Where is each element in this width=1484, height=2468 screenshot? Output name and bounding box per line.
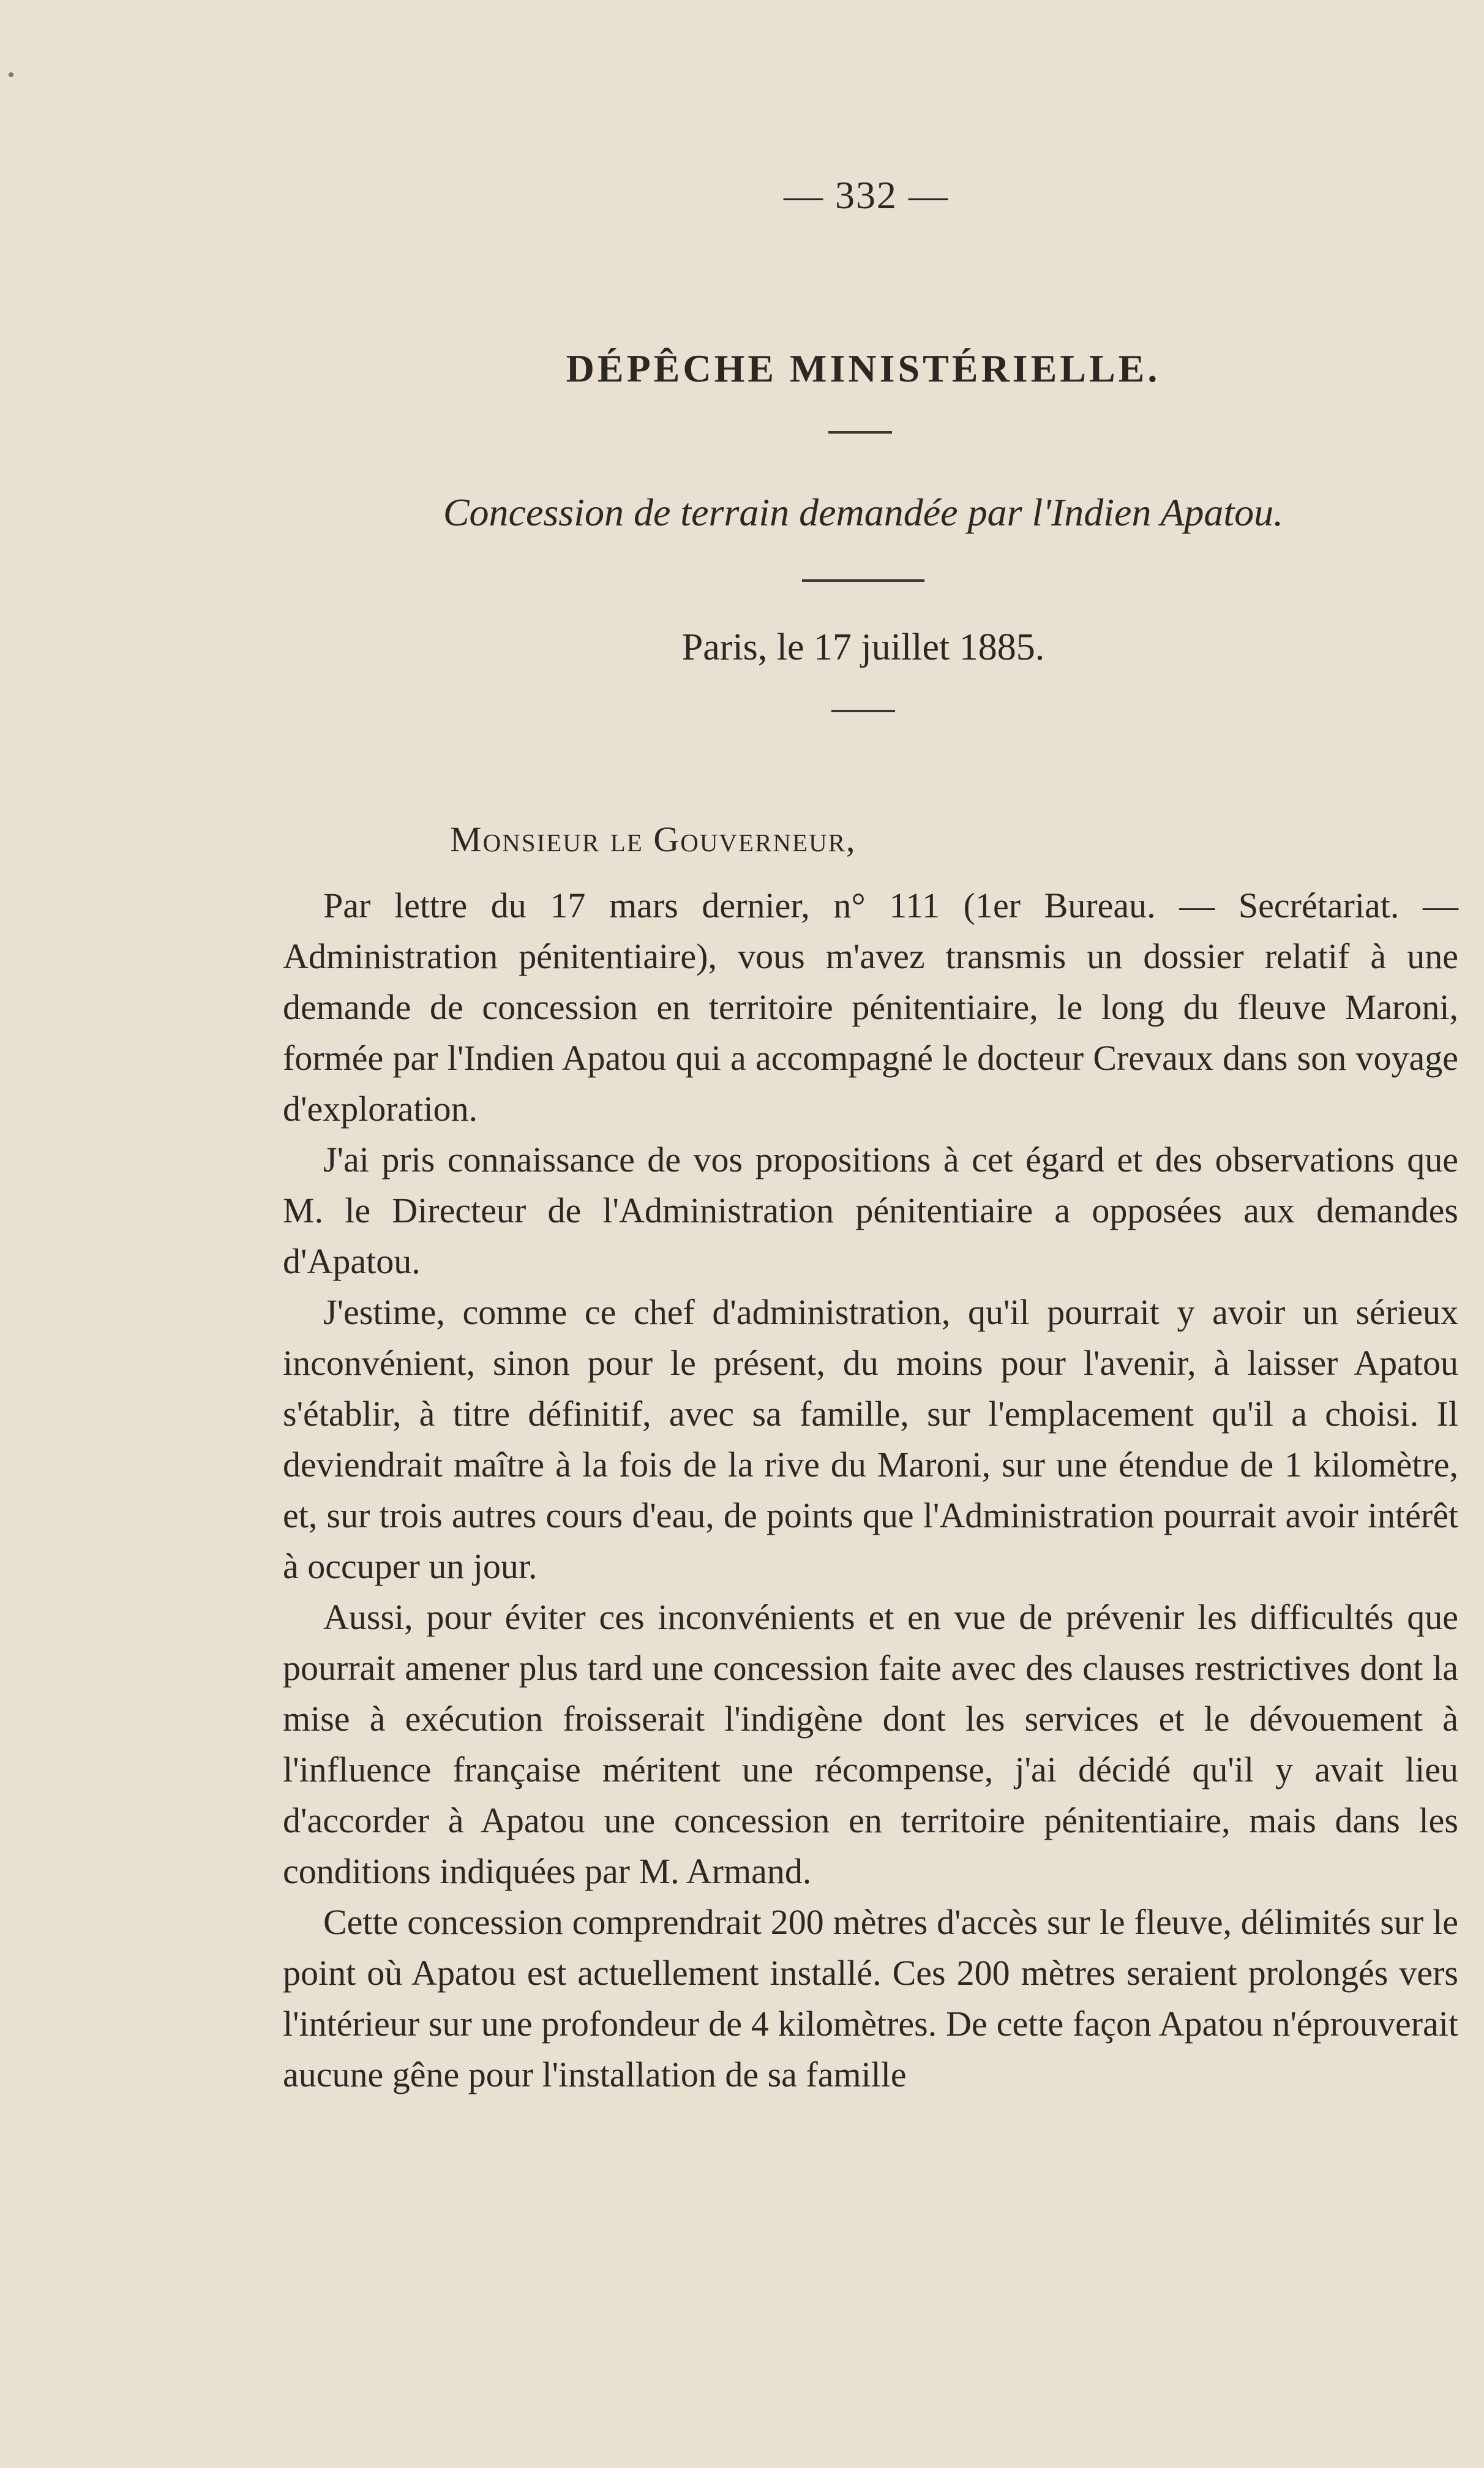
dateline: Paris, le 17 juillet 1885.: [681, 626, 1045, 668]
letter-body: [283, 880, 1458, 2100]
page-number: — 332 —: [784, 173, 949, 217]
divider-rule: [831, 710, 895, 712]
paragraph: Cette concession comprendrait 200 mètres d'accès sur le fleuve, délimités sur le point où Apatou est actuellement installé. Ces 200 mètres seraient prolongés vers l'intérieur sur une profondeur de 4 kilomètres. De cette façon Apatou n'éprouverait aucune gêne pour l'installation de sa famille: [283, 1902, 1458, 2094]
paragraph: Aussi, pour éviter ces inconvénients et en vue de prévenir les difficultés que pourrait amener plus tard une concession faite avec des clauses restrictives dont la mise à exécution froisserait l'indigène dont les services et le dévouement à l'influence française méritent une récompense, j'ai décidé qu'il y avait lieu d'accorder à Apatou une concession en territoire pénitentiaire, mais dans les conditions indiquées par M. Armand.: [283, 1597, 1458, 1891]
document-subtitle: Concession de terrain demandée par l'Indien Apatou.: [443, 491, 1284, 534]
paragraph: Par lettre du 17 mars dernier, n° 111 (1er Bureau. — Secrétariat. — Administration pénitentiaire), vous m'avez transmis un dossier relatif à une demande de concession en territoire pénitentiaire, le long du fleuve Maroni, formée par l'Indien Apatou qui a accompagné le docteur Crevaux dans son voyage d'exploration.: [283, 886, 1458, 1129]
paragraph: J'estime, comme ce chef d'administration, qu'il pourrait y avoir un sérieux inconvénient, sinon pour le présent, du moins pour l'avenir, à laisser Apatou s'établir, à titre définitif, avec sa famille, sur l'emplacement qu'il a choisi. Il deviendrait maître à la fois de la rive du Maroni, sur une étendue de 1 kilomètre, et, sur trois autres cours d'eau, de points que l'Administration pourrait avoir intérêt à occuper un jour.: [283, 1292, 1458, 1586]
document-heading: DÉPÊCHE MINISTÉRIELLE.: [566, 347, 1161, 390]
paper-speck: [9, 72, 13, 77]
divider-rule: [802, 579, 924, 582]
salutation: Monsieur le Gouverneur,: [450, 819, 856, 859]
divider-rule: [828, 431, 892, 434]
paragraph: J'ai pris connaissance de vos propositions à cet égard et des observations que M. le Directeur de l'Administration pénitentiaire a opposées aux demandes d'Apatou.: [283, 1140, 1458, 1281]
